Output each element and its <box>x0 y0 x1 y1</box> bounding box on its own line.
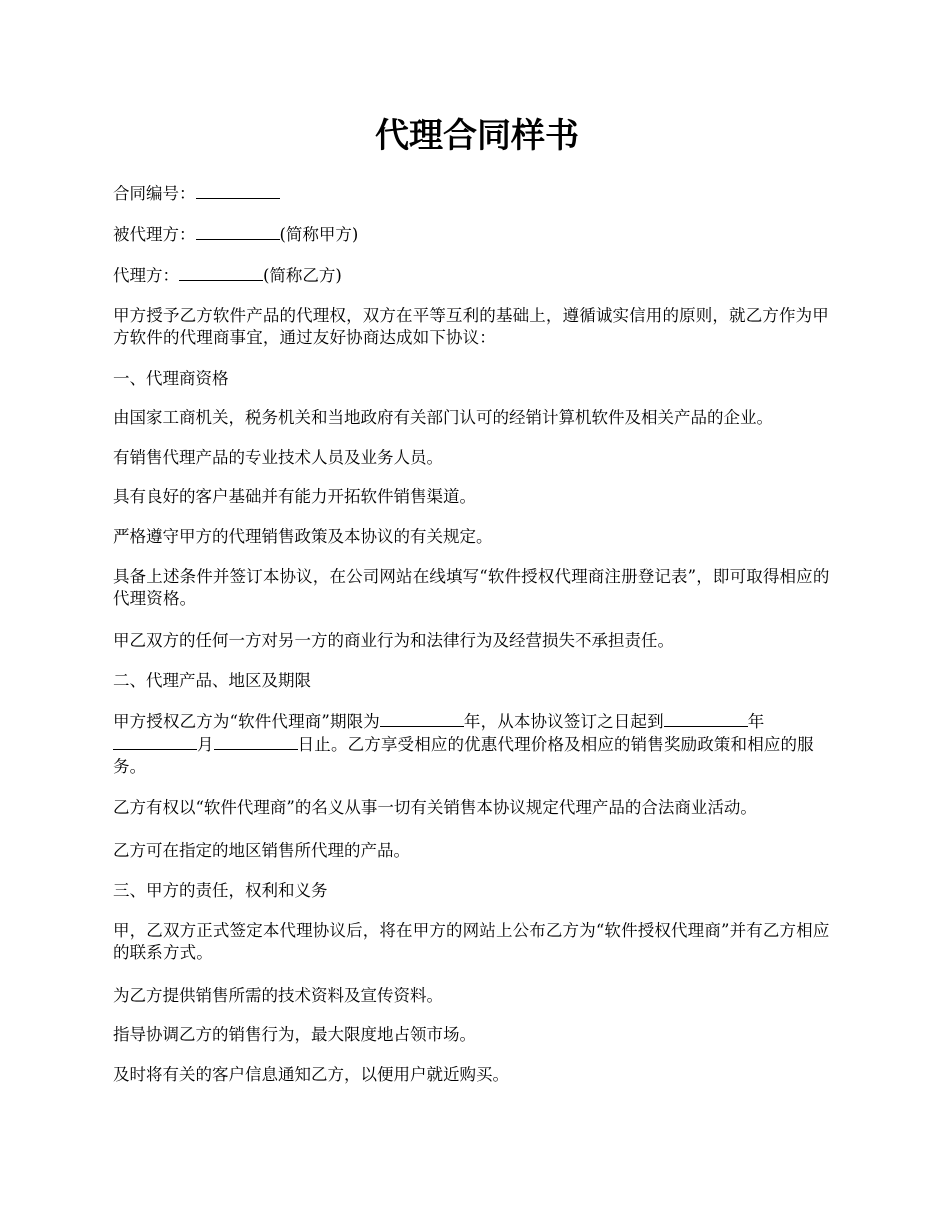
intro-paragraph: 甲方授予乙方软件产品的代理权，双方在平等互利的基础上，遵循诚实信用的原则，就乙方作为甲方软件的代理商事宜，通过友好协商达成如下协议： <box>113 306 829 347</box>
contract-number-blank <box>196 182 280 199</box>
contract-number-line <box>113 182 841 205</box>
principal-line <box>113 223 841 246</box>
principal-label: 被代理方： <box>113 225 196 244</box>
agent-suffix: (简称乙方) <box>263 266 342 285</box>
section-2-paragraph: 乙方有权以“软件代理商”的名义从事一切有关销售本协议规定代理产品的合法商业活动。 <box>113 798 757 817</box>
section-1-paragraph: 严格遵守甲方的代理销售政策及本协议的有关规定。 <box>113 527 493 546</box>
principal-suffix: (简称甲方) <box>279 225 359 244</box>
document-title: 代理合同样书 <box>375 116 579 156</box>
section-3-paragraph: 甲，乙双方正式签定本代理协议后，将在甲方的网站上公布乙方为“软件授权代理商”并有乙方相应的联系方式。 <box>113 921 830 962</box>
section-3-heading: 三、甲方的责任，权利和义务 <box>113 881 328 900</box>
section-3-paragraph: 为乙方提供销售所需的技术资料及宣传资料。 <box>113 986 443 1005</box>
section-2-term-paragraph <box>113 710 841 778</box>
section-2-heading: 二、代理产品、地区及期限 <box>113 671 311 690</box>
agent-label: 代理方： <box>113 266 179 285</box>
end-month-blank <box>113 733 197 750</box>
section-1-paragraph: 甲乙双方的任何一方对另一方的商业行为和法律行为及经营损失不承担责任。 <box>113 631 674 650</box>
section-1-paragraph: 由国家工商机关，税务机关和当地政府有关部门认可的经销计算机软件及相关产品的企业。 <box>113 408 773 427</box>
term-text-mid: 年，从本协议签订之日起到 <box>463 712 664 731</box>
term-text-start: 甲方授权乙方为“软件代理商”期限为 <box>113 712 380 731</box>
month-label: 月 <box>197 735 214 754</box>
principal-blank <box>196 223 280 240</box>
term-years-blank <box>380 710 464 727</box>
contract-number-label: 合同编号： <box>113 184 196 203</box>
section-1-paragraph: 有销售代理产品的专业技术人员及业务人员。 <box>113 448 443 467</box>
section-3-paragraph: 及时将有关的客户信息通知乙方，以便用户就近购买。 <box>113 1065 509 1084</box>
agent-line <box>113 264 841 287</box>
term-text-end: 日止。乙方享受相应的优惠代理价格及相应的销售奖励政策和相应的服务。 <box>113 735 814 776</box>
end-day-blank <box>214 733 298 750</box>
year-label: 年 <box>747 712 765 731</box>
section-1-paragraph: 具有良好的客户基础并有能力开拓软件销售渠道。 <box>113 487 476 506</box>
section-1-heading: 一、代理商资格 <box>113 369 229 388</box>
agent-blank <box>179 264 263 281</box>
section-2-paragraph: 乙方可在指定的地区销售所代理的产品。 <box>113 841 410 860</box>
end-year-blank <box>664 710 748 727</box>
section-1-paragraph: 具备上述条件并签订本协议，在公司网站在线填写“软件授权代理商注册登记表”，即可取得相应的代理资格。 <box>113 567 830 608</box>
section-3-paragraph: 指导协调乙方的销售行为，最大限度地占领市场。 <box>113 1025 476 1044</box>
